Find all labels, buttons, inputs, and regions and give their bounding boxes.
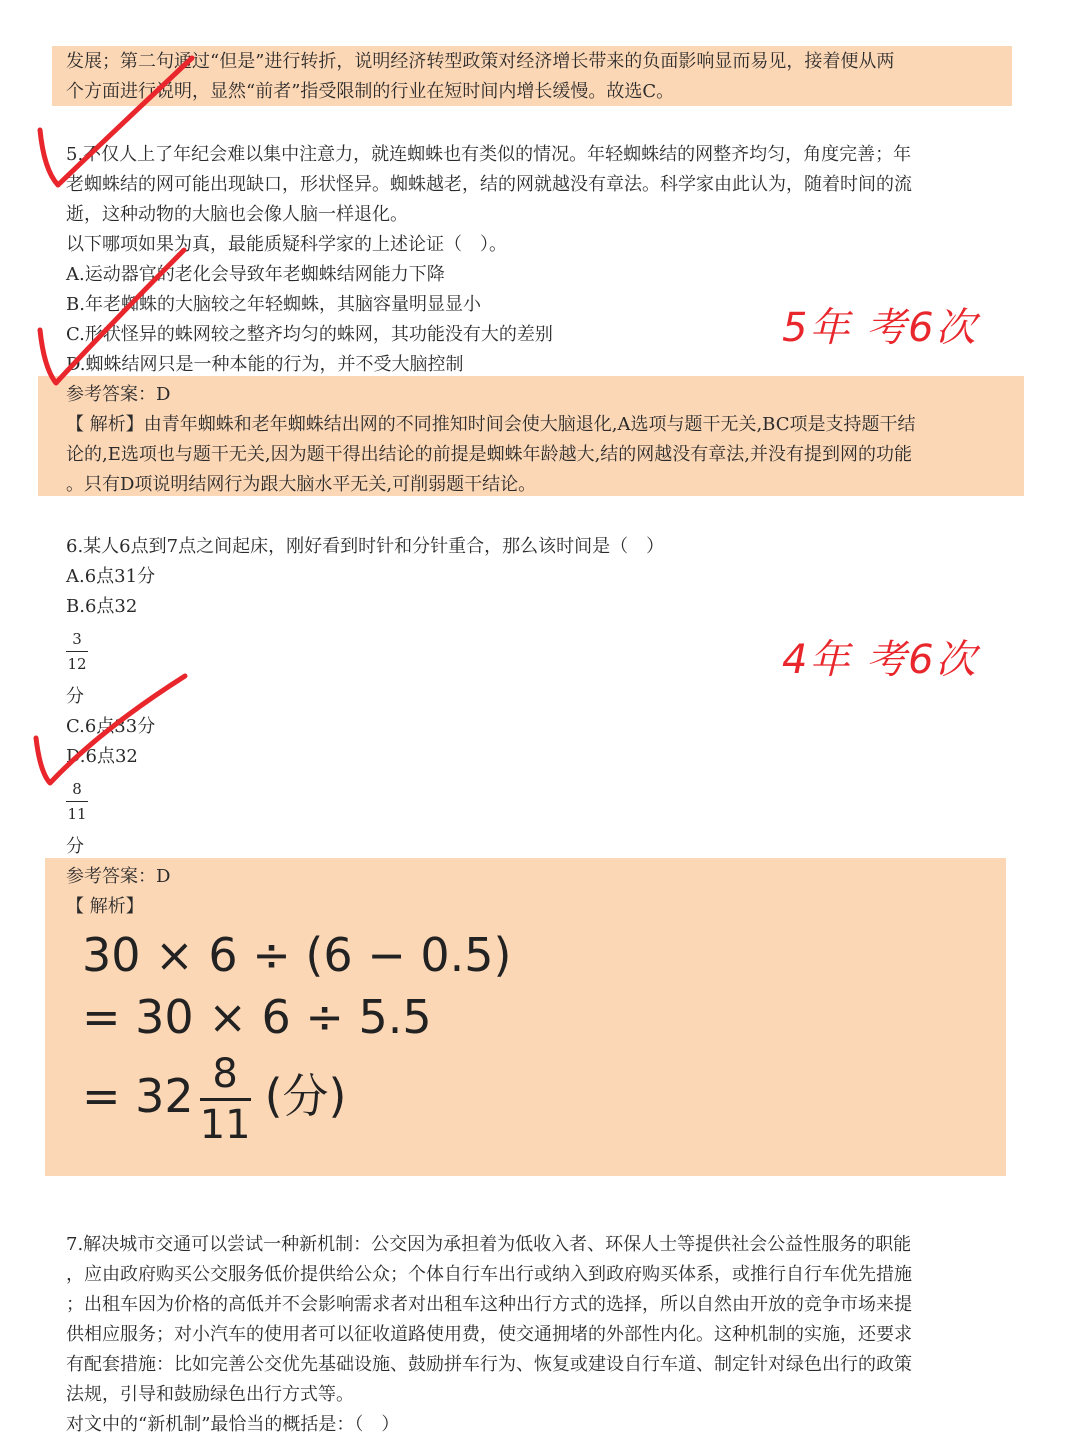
q6-formula-line-2: = 30 × 6 ÷ 5.5 [82, 990, 432, 1044]
q5-analysis: 。只有D项说明结网行为跟大脑水平无关,可削弱题干结论。 [66, 474, 537, 495]
q4-explanation-line: 发展；第二句通过“但是”进行转折，说明经济转型政策对经济增长带来的负面影响显而易见，接着便从两 [66, 51, 895, 72]
q7-stem: 法规，引导和鼓励绿色出行方式等。 [66, 1384, 354, 1405]
q7-stem: 有配套措施：比如完善公交优先基础设施、鼓励拼车行为、恢复或建设自行车道、制定针对绿色出行的政策 [66, 1354, 912, 1375]
q5-stem: 5.不仅人上了年纪会难以集中注意力，就连蜘蛛也有类似的情况。年轻蜘蛛结的网整齐均匀，角度完善；年 [66, 144, 912, 165]
q6-option-c: C.6点33分 [66, 716, 156, 737]
q5-answer: 参考答案：D [66, 384, 171, 405]
q6-option-a: A.6点31分 [66, 566, 156, 587]
q6-stem: 6.某人6点到7点之间起床，刚好看到时针和分针重合，那么该时间是（ ） [66, 536, 665, 557]
q5-analysis: 论的,E选项也与题干无关,因为题干得出结论的前提是蜘蛛年龄越大,结的网越没有章法,并没有提到网的功能 [66, 444, 913, 465]
q7-stem: ，应由政府购买公交服务低价提供给公众；个体自行车出行或纳入到政府购买体系，或推行自行车优先措施 [66, 1264, 912, 1285]
q6-formula-line-1: 30 × 6 ÷ (6 − 0.5) [82, 928, 512, 982]
formula-prefix: = 32 [82, 1069, 194, 1123]
q5-question: 以下哪项如果为真，最能质疑科学家的上述论证（ ）。 [66, 234, 507, 255]
q4-explanation-line: 个方面进行说明，显然“前者”指受限制的行业在短时间内增长缓慢。故选C。 [66, 81, 675, 102]
q6-option-b: B.6点32 [66, 596, 138, 617]
q6-handwritten-note: 4年 考6次 [782, 637, 978, 683]
formula-suffix: (分) [264, 1069, 347, 1123]
q6-answer: 参考答案：D [66, 866, 171, 887]
q7-stem: ；出租车因为价格的高低并不会影响需求者对出租车这种出行方式的选择，所以自然由开放的竞争市场来提 [66, 1294, 912, 1315]
q6-option-d-unit: 分 [66, 836, 84, 857]
fraction-denominator: 12 [67, 655, 87, 673]
q6-analysis-label: 【 解析】 [66, 896, 144, 917]
q6-option-b-unit: 分 [66, 686, 84, 707]
fraction-numerator: 3 [72, 630, 82, 648]
q5-handwritten-note: 5年 考6次 [782, 305, 978, 351]
q5-option-a: A.运动器官的老化会导致年老蜘蛛结网能力下降 [66, 264, 445, 285]
q6-option-d: D.6点32 [66, 746, 138, 767]
fraction-denominator: 11 [67, 805, 87, 823]
q5-option-d: D.蜘蛛结网只是一种本能的行为，并不受大脑控制 [66, 354, 464, 375]
formula-fraction-numerator: 8 [212, 1051, 238, 1097]
fraction-numerator: 8 [72, 780, 82, 798]
q7-question: 对文中的“新机制”最恰当的概括是：（ ） [66, 1414, 400, 1435]
q5-option-c: C.形状怪异的蛛网较之整齐均匀的蛛网，其功能没有大的差别 [66, 324, 553, 345]
q5-option-b: B.年老蜘蛛的大脑较之年轻蜘蛛，其脑容量明显显小 [66, 294, 481, 315]
formula-fraction-denominator: 11 [199, 1102, 251, 1148]
q5-analysis: 【 解析】由青年蜘蛛和老年蜘蛛结出网的不同推知时间会使大脑退化,A选项与题干无关,BC项是支持题干结 [66, 414, 916, 435]
q7-stem: 7.解决城市交通可以尝试一种新机制：公交因为承担着为低收入者、环保人士等提供社会公益性服务的职能 [66, 1234, 912, 1255]
q7-stem: 供相应服务；对小汽车的使用者可以征收道路使用费，使交通拥堵的外部性内化。这种机制的实施，还要求 [66, 1324, 912, 1345]
q5-stem: 老蜘蛛结的网可能出现缺口，形状怪异。蜘蛛越老，结的网就越没有章法。科学家由此认为，随着时间的流 [66, 174, 912, 195]
q5-stem: 逝，这种动物的大脑也会像人脑一样退化。 [66, 204, 408, 225]
